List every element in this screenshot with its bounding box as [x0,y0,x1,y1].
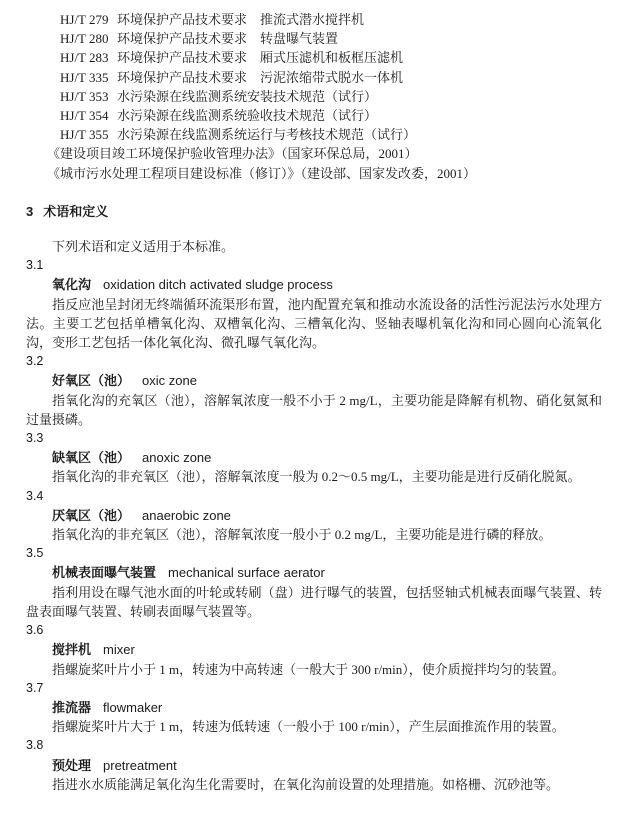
term-name-line [26,756,602,775]
term-name-line [26,275,602,294]
standard-code: HJ/T 280 [60,31,109,47]
term-name-en: mechanical surface aerator [168,565,325,581]
term-definition: 指氧化沟的充氧区（池），溶解氧浓度一般不小于 2 mg/L，主要功能是降解有机物、硝化氨氮和过量摄磷。 [26,392,602,427]
term-name-en: flowmaker [103,699,163,715]
standard-title: 水污染源在线监测系统验收技术规范（试行） [117,108,378,124]
section-title: 术语和定义 [43,203,109,219]
standard-title: 环境保护产品技术要求 推流式潜水搅拌机 [117,12,365,27]
standard-code: HJ/T 283 [60,50,109,66]
term-block [26,429,602,487]
term-name-en: oxic zone [142,373,197,389]
term-name-zh: 缺氧区（池） [52,450,131,466]
term-number: 3.4 [26,488,44,503]
reference-line [26,106,602,125]
term-number: 3.7 [26,680,44,695]
term-name-zh: 预处理 [52,757,92,773]
term-name-en: anoxic zone [142,450,212,466]
standard-code: HJ/T 335 [60,69,109,85]
standard-title: 水污染源在线监测系统运行与考核技术规范（试行） [117,127,417,143]
term-definition: 指进水水质能满足氧化沟生化需要时，在氧化沟前设置的处理措施。如格栅、沉砂池等。 [52,776,560,792]
term-number: 3.8 [26,738,44,753]
standard-title: 环境保护产品技术要求 转盘曝气装置 [117,31,339,47]
standard-code: HJ/T 279 [60,12,109,27]
standard-code: HJ/T 354 [60,108,109,124]
reference-line [26,29,602,48]
term-definition: 指反应池呈封闭无终端循环流渠形布置，池内配置充氧和推动水流设备的活性污泥法污水处理方法。主要工艺包括单槽氧化沟、双槽氧化沟、三槽氧化沟、竖轴表曝机氧化沟和同心圆向心流氧化沟，变形工艺包括一体化氧化沟、微孔曝气氧化沟。 [26,296,602,351]
term-number: 3.6 [26,623,44,638]
standard-title: 水污染源在线监测系统安装技术规范（试行） [117,88,378,104]
standard-title: 环境保护产品技术要求 厢式压滤机和板框压滤机 [117,50,404,66]
term-name-zh: 机械表面曝气装置 [52,565,157,581]
term-number: 3.1 [26,258,44,273]
reference-line [26,68,602,87]
standard-title: 环境保护产品技术要求 污泥浓缩带式脱水一体机 [117,69,404,85]
term-name-line [26,448,602,467]
section-intro: 下列术语和定义适用于本标准。 [52,239,235,255]
reference-document: 《城市污水处理工程项目建设标准（修订）》（建设部、国家发改委，2001） [47,165,477,181]
reference-document: 《建设项目竣工环境保护验收管理办法》（国家环保总局，2001） [47,146,418,162]
term-block [26,487,602,545]
section-heading [26,202,602,221]
reference-line [26,87,602,106]
standard-code: HJ/T 353 [60,88,109,104]
term-definition: 指螺旋桨叶片大于 1 m，转速为低转速（一般小于 100 r/min），产生层面推流作用的装置。 [52,719,565,735]
term-name-zh: 氧化沟 [52,277,92,293]
term-name-line [26,698,602,717]
term-definition: 指氧化沟的非充氧区（池），溶解氧浓度一般为 0.2～0.5 mg/L，主要功能是进行反硝化脱氮。 [52,469,581,485]
term-name-line [26,371,602,390]
term-definition: 指螺旋桨叶片小于 1 m，转速为中高转速（一般大于 300 r/min），使介质搅拌均匀的装置。 [52,661,565,677]
term-name-line [26,640,602,659]
reference-list [26,10,602,183]
reference-line [26,48,602,67]
reference-line [26,125,602,144]
term-number: 3.2 [26,354,44,369]
term-block [26,621,602,679]
term-name-zh: 好氧区（池） [52,373,131,389]
term-definition: 指利用设在曝气池水面的叶轮或转刷（盘）进行曝气的装置，包括竖轴式机械表面曝气装置、转盘表面曝气装置、转刷表面曝气装置等。 [26,584,602,619]
section-number: 3 [26,203,34,219]
term-number: 3.3 [26,431,44,446]
term-name-en: mixer [103,642,135,658]
term-name-zh: 推流器 [52,699,92,715]
term-name-zh: 搅拌机 [52,642,92,658]
term-block [26,256,602,352]
term-name-line [26,563,602,582]
standard-code: HJ/T 355 [60,127,109,143]
term-block [26,679,602,737]
term-name-en: pretreatment [103,757,177,773]
reference-line [26,10,602,29]
term-name-en: anaerobic zone [142,507,231,523]
term-block [26,352,602,429]
term-name-zh: 厌氧区（池） [52,507,131,523]
term-block [26,544,602,621]
term-name-en: oxidation ditch activated sludge process [103,277,333,293]
term-block [26,736,602,794]
term-name-line [26,506,602,525]
term-number: 3.5 [26,546,44,561]
term-definition: 指氧化沟的非充氧区（池），溶解氧浓度一般小于 0.2 mg/L，主要功能是进行磷的释放。 [52,527,552,543]
